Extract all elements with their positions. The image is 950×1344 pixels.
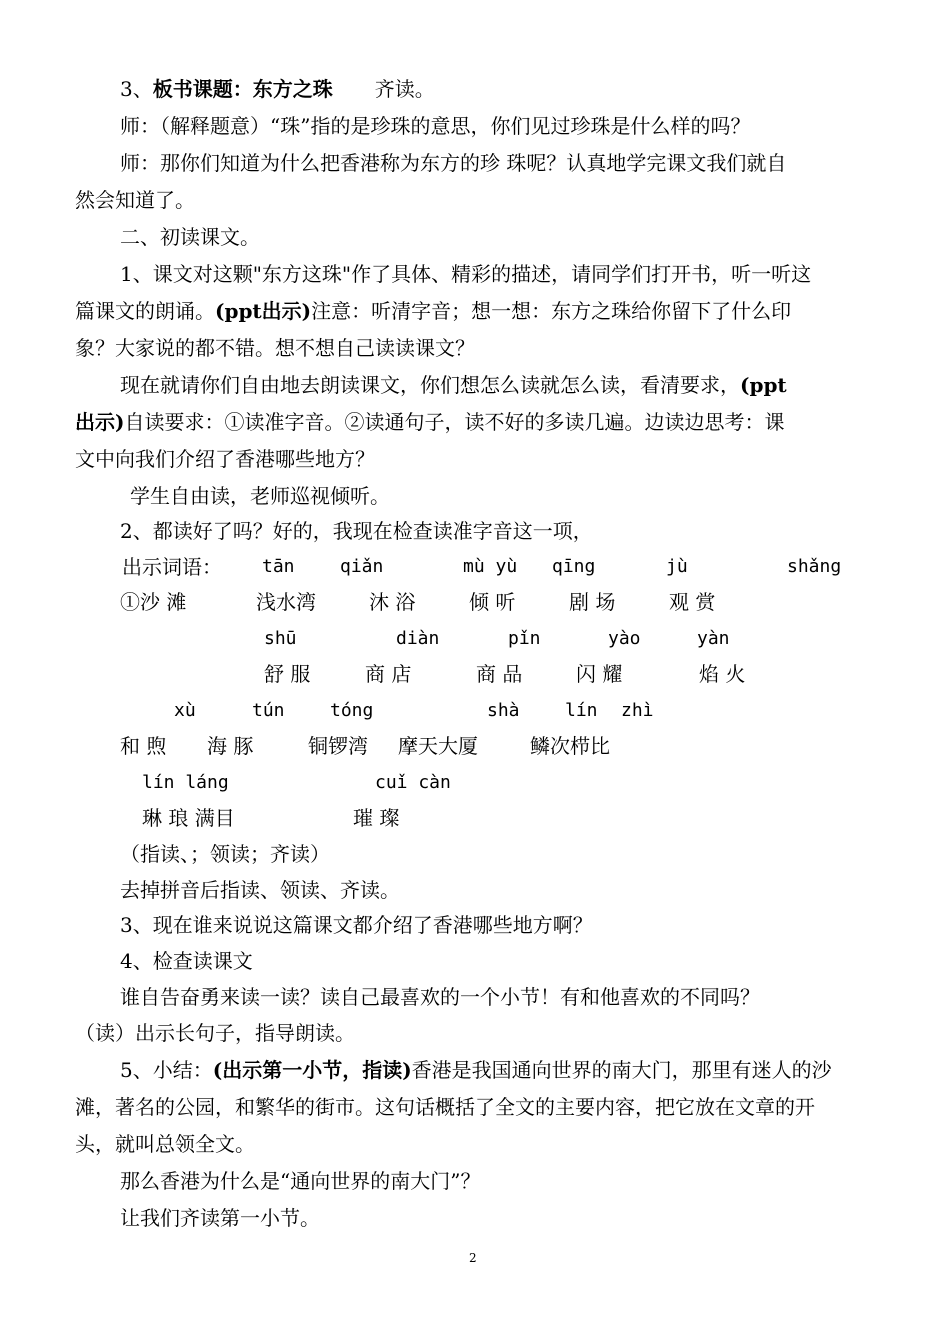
pinyin: jù xyxy=(666,556,688,577)
vocab-label: 出示词语： xyxy=(122,555,222,579)
text: 注意：听清字音；想一想：东方之珠给你留下了什么印 xyxy=(311,299,792,323)
pinyin: lín xyxy=(565,700,598,721)
vocab-word: 沐 浴 xyxy=(369,590,416,614)
pinyin: mù yù xyxy=(463,556,518,577)
line-board-title xyxy=(120,76,435,102)
vocab-word: ①沙 滩 xyxy=(120,590,187,614)
paragraph-line: 师：（解释题意）“珠”指的是珍珠的意思，你们见过珍珠是什么样的吗？ xyxy=(120,114,751,138)
paragraph-line: 1、课文对这颗"东方这珠"作了具体、精彩的描述，请同学们打开书，听一听这 xyxy=(120,262,812,286)
paragraph-line xyxy=(75,409,784,435)
pinyin: tān xyxy=(262,556,295,577)
vocab-word: 璀 璨 xyxy=(353,806,400,830)
vocab-word: 铜锣湾 xyxy=(308,734,368,758)
paragraph-line xyxy=(120,372,787,398)
pinyin: shǎng xyxy=(787,556,842,577)
vocab-word: 琳 琅 满目 xyxy=(142,806,235,830)
paragraph-line: 学生自由读，老师巡视倾听。 xyxy=(130,484,390,508)
paragraph-line: 那么香港为什么是“通向世界的南大门”？ xyxy=(120,1169,481,1193)
paragraph-line: 让我们齐读第一小节。 xyxy=(120,1206,320,1230)
paragraph-line: 3、现在谁来说说这篇课文都介绍了香港哪些地方啊？ xyxy=(120,913,593,937)
text: 5、小结： xyxy=(120,1058,213,1082)
bold-note: (ppt出示) xyxy=(215,299,312,323)
paragraph-line: 4、检查读课文 xyxy=(120,949,253,973)
pinyin: shà xyxy=(487,700,520,721)
paragraph-line: 头，就叫总领全文。 xyxy=(75,1132,255,1156)
vocab-word: 和 煦 xyxy=(120,734,167,758)
pinyin: diàn xyxy=(396,628,440,649)
text: 自读要求：①读准字音。②读通句子，读不好的多读几遍。边读边思考：课 xyxy=(124,410,785,434)
pinyin: zhì xyxy=(621,700,654,721)
text: 现在就请你们自由地去朗读课文，你们想怎么读就怎么读，看清要求， xyxy=(120,373,740,397)
paragraph-line: （指读、；领读；齐读） xyxy=(120,842,330,866)
pinyin: qiǎn xyxy=(340,556,384,577)
bold-note: (出示第一小节，指读) xyxy=(212,1058,412,1082)
paragraph-line: 然会知道了。 xyxy=(75,188,195,212)
pinyin: shū xyxy=(264,628,297,649)
vocab-word: 闪 耀 xyxy=(576,662,623,686)
pinyin: yào xyxy=(608,628,641,649)
pinyin: lín láng xyxy=(142,772,229,793)
bold-note: (ppt xyxy=(740,373,787,397)
paragraph-line: 象？大家说的都不错。想不想自己读读课文？ xyxy=(75,336,475,360)
text: 齐读。 xyxy=(374,77,435,101)
paragraph-line: 去掉拼音后指读、领读、齐读。 xyxy=(120,878,400,902)
vocab-word: 商 品 xyxy=(476,662,523,686)
pinyin: qīng xyxy=(552,556,596,577)
page-number: 2 xyxy=(469,1251,477,1265)
vocab-word: 焰 火 xyxy=(699,662,746,686)
paragraph-line xyxy=(120,1057,832,1083)
vocab-word: 剧 场 xyxy=(569,590,616,614)
vocab-word: 观 赏 xyxy=(669,590,716,614)
paragraph-line: 文中向我们介绍了香港哪些地方？ xyxy=(75,447,375,471)
text: 篇课文的朗诵。 xyxy=(75,299,215,323)
vocab-word: 浅水湾 xyxy=(256,590,316,614)
vocab-word: 海 豚 xyxy=(207,734,254,758)
paragraph-line: 师：那你们知道为什么把香港称为东方的珍 珠呢？认真地学完课文我们就自 xyxy=(120,151,787,175)
paragraph-line: 滩，著名的公园，和繁华的街市。这句话概括了全文的主要内容，把它放在文章的开 xyxy=(75,1095,815,1119)
vocab-word: 鳞次栉比 xyxy=(530,734,610,758)
pinyin: tún xyxy=(252,700,285,721)
section-heading: 二、初读课文。 xyxy=(120,225,260,249)
pinyin: xù xyxy=(174,700,196,721)
vocab-word: 舒 服 xyxy=(264,662,311,686)
vocab-word: 倾 听 xyxy=(469,590,516,614)
bold-note: 出示) xyxy=(75,410,125,434)
text: 香港是我国通向世界的南大门，那里有迷人的沙 xyxy=(411,1058,832,1082)
paragraph-line: 谁自告奋勇来读一读？读自己最喜欢的一个小节！有和他喜欢的不同吗？ xyxy=(120,985,760,1009)
bold-title: 板书课题：东方之珠 xyxy=(152,77,333,101)
text: 3、 xyxy=(120,77,153,101)
vocab-word: 摩天大厦 xyxy=(398,734,478,758)
paragraph-line: 2、都读好了吗？好的，我现在检查读准字音这一项， xyxy=(120,519,593,543)
pinyin: yàn xyxy=(697,628,730,649)
pinyin: tóng xyxy=(330,700,374,721)
paragraph-line: （读）出示长句子，指导朗读。 xyxy=(75,1021,355,1045)
vocab-word: 商 店 xyxy=(365,662,412,686)
pinyin: pǐn xyxy=(508,628,541,649)
paragraph-line xyxy=(75,298,791,324)
pinyin: cuǐ càn xyxy=(375,772,451,793)
